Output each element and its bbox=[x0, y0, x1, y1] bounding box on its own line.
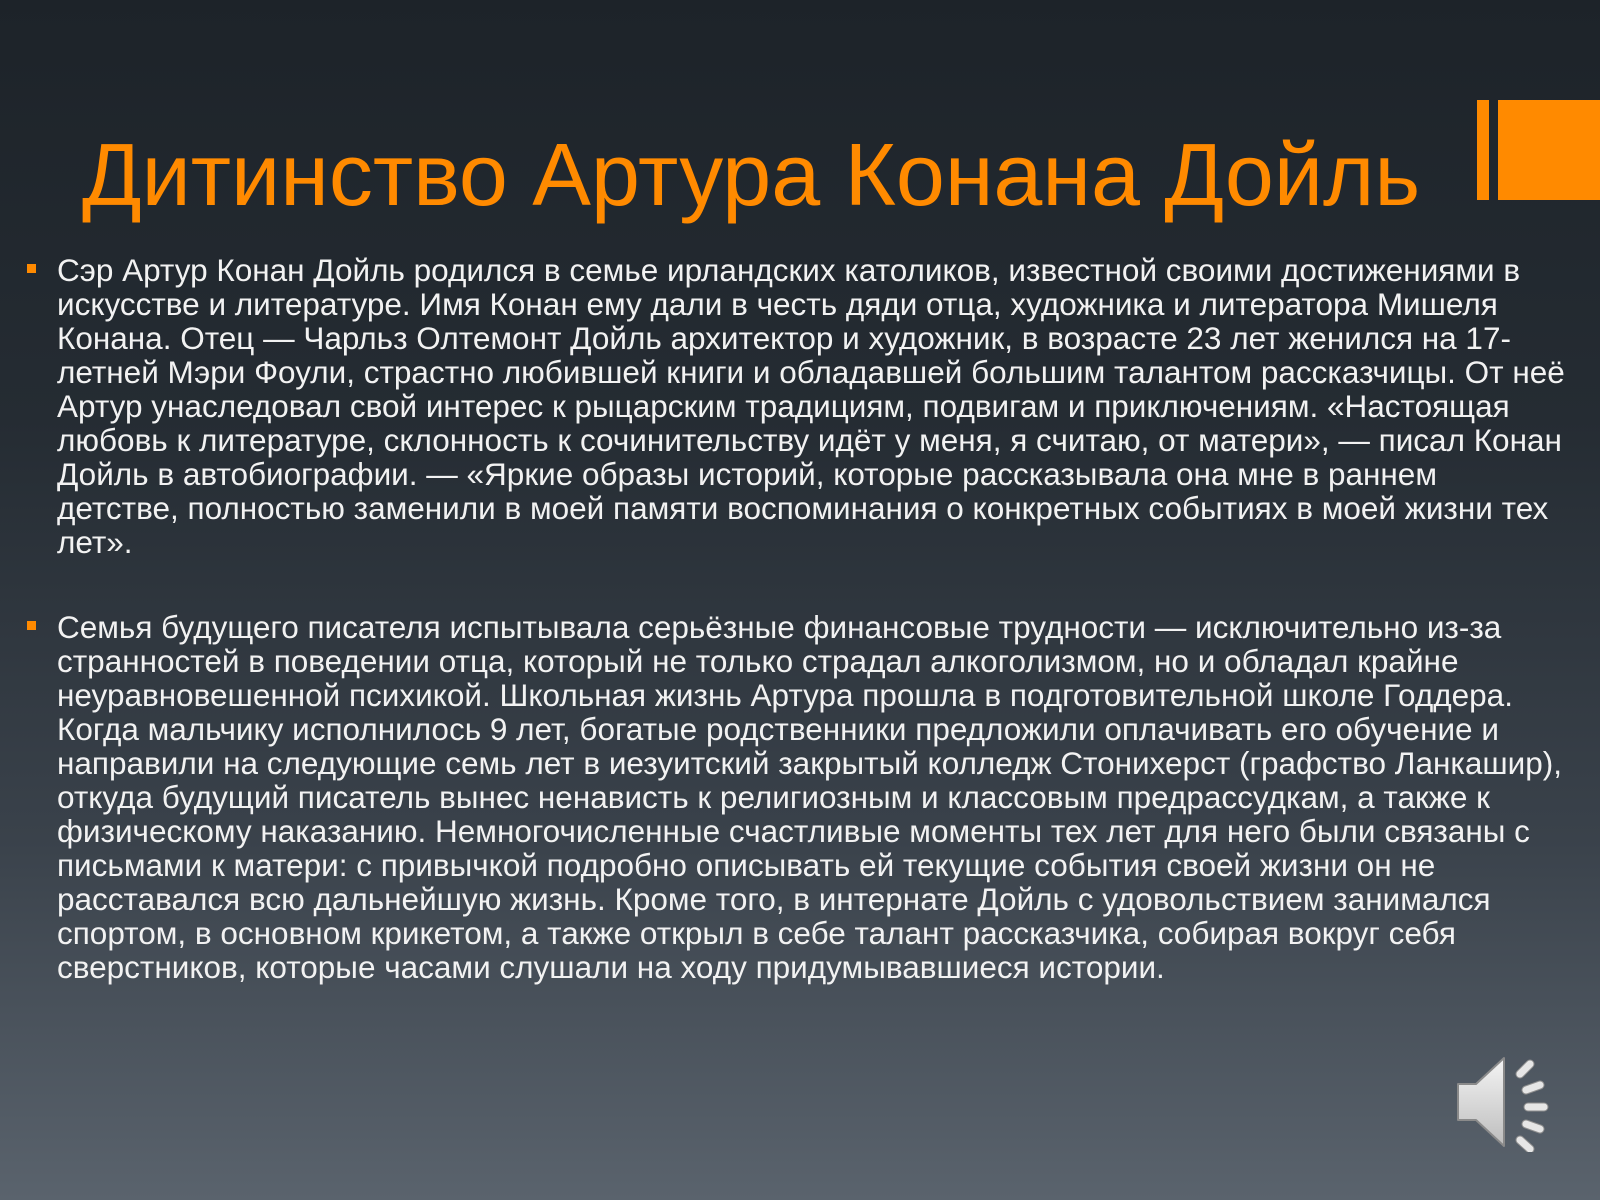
speaker-icon-graphic bbox=[1450, 1052, 1560, 1152]
slide-title: Дитинство Артура Конана Дойль bbox=[82, 125, 1421, 224]
bullet-item-1 bbox=[26, 253, 1566, 559]
bullet-item-2 bbox=[26, 610, 1566, 984]
accent-bar-thick bbox=[1498, 100, 1600, 200]
bullet-text: Семья будущего писателя испытывала серьёзные финансовые трудности — исключительно из-за странностей в поведении отца, который не только страдал алкоголизмом, но и обладал крайне неуравновешенной психикой. Школьная жизнь Артура прошла в подготовительной школе Годдера. Когда мальчику исполнилось 9 лет, богатые родственники предложили оплачивать его обучение и направили на следующие семь лет в иезуитский закрытый колледж Стонихерст (графство Ланкашир), откуда будущий писатель вынес ненависть к религиозным и классовым предрассудкам, а также к физическому наказанию. Немногочисленные счастливые моменты тех лет для него были связаны с письмами к матери: с привычкой подробно описывать ей текущие события своей жизни он не расставался всю дальнейшую жизнь. Кроме того, в интернате Дойль с удовольствием занимался спортом, в основном крикетом, а также открыл в себе талант рассказчика, собирая вокруг себя сверстников, которые часами слушали на ходу придумывавшиеся истории. bbox=[57, 609, 1562, 985]
square-bullet-icon bbox=[27, 264, 36, 273]
square-bullet-icon bbox=[27, 621, 36, 630]
bullet-text: Сэр Артур Конан Дойль родился в семье ирландских католиков, известной своими достижениями в искусстве и литературе. Имя Конан ему дали в честь дяди отца, художника и литератора Мишеля Конана. Отец — Чарльз Олтемонт Дойль архитектор и художник, в возрасте 23 лет женился на 17-летней Мэри Фоули, страстно любившей книги и обладавшей большим талантом рассказчицы. От неё Артур унаследовал свой интерес к рыцарским традициям, подвигам и приключениям. «Настоящая любовь к литературе, склонность к сочинительству идёт у меня, я считаю, от матери», — писал Конан Дойль в автобиографии. — «Яркие образы историй, которые рассказывала она мне в раннем детстве, полностью заменили в моей памяти воспоминания о конкретных событиях в моей жизни тех лет». bbox=[57, 252, 1565, 560]
bullet-list bbox=[26, 253, 1566, 984]
speaker-icon[interactable] bbox=[1450, 1052, 1560, 1152]
accent-bar-thin bbox=[1477, 100, 1489, 200]
